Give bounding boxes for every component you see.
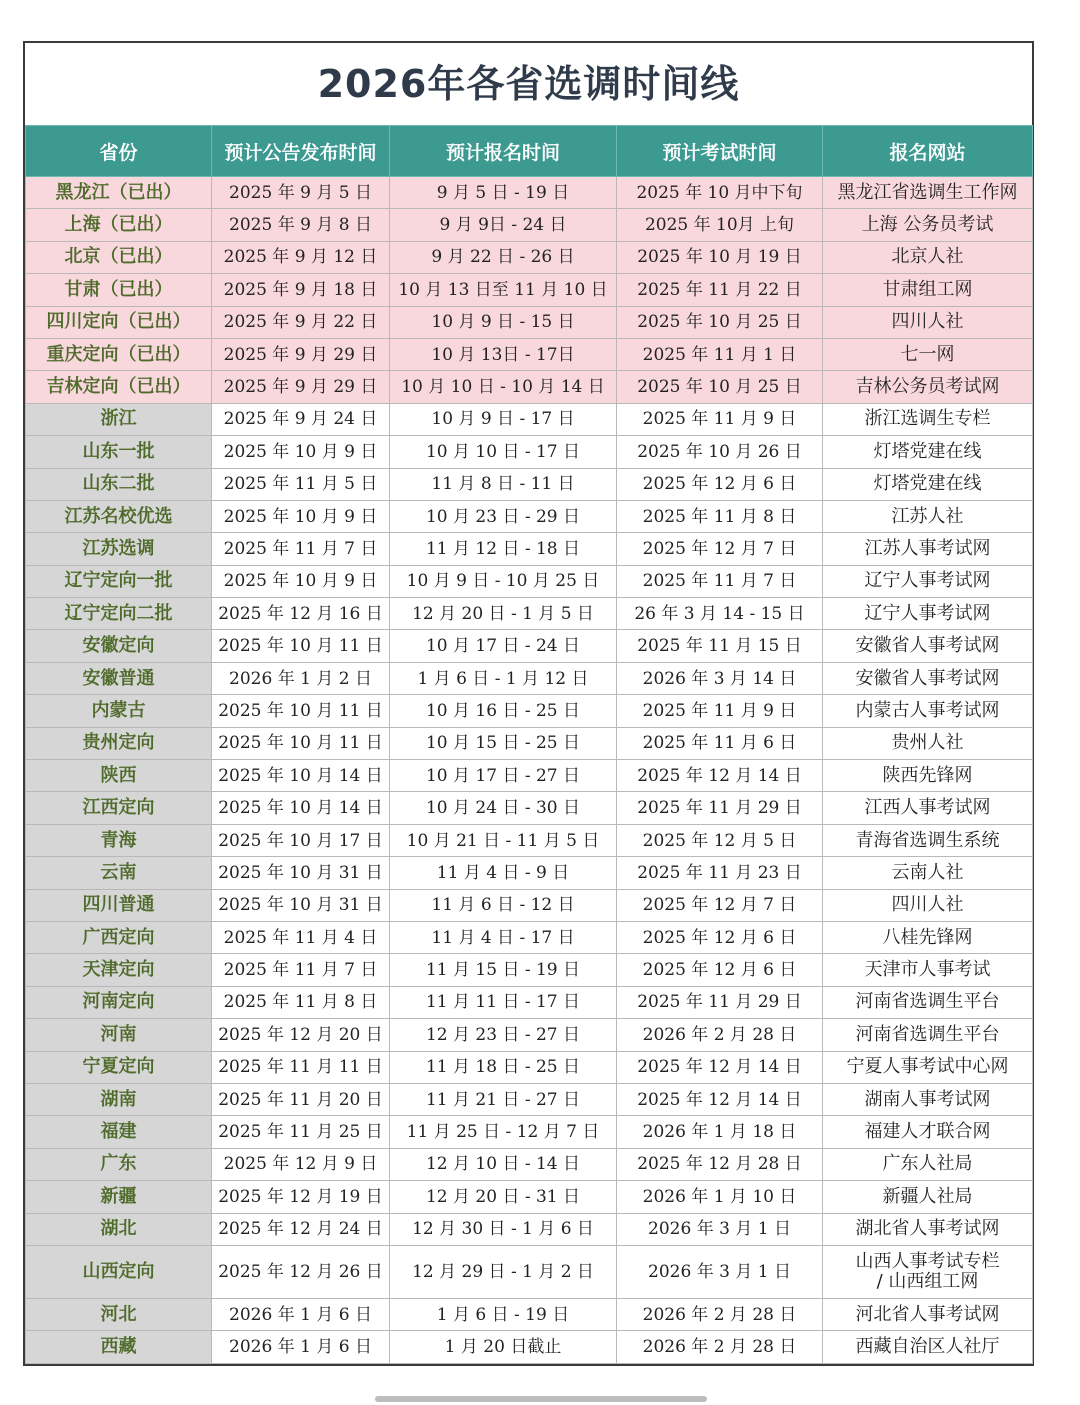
table-row (26, 921, 1033, 953)
province-cell: 河南 (26, 1019, 212, 1051)
website-cell (823, 1245, 1033, 1298)
table-row (26, 1245, 1033, 1298)
website-cell: 福建人才联合网 (823, 1116, 1033, 1148)
exam-date-cell: 2026 年 2 月 28 日 (617, 1019, 823, 1051)
table-row (26, 954, 1033, 986)
register-date-cell: 12 月 23 日 - 27 日 (390, 1019, 617, 1051)
province-cell: 安徽普通 (26, 662, 212, 694)
table-row (26, 857, 1033, 889)
province-cell: 辽宁定向二批 (26, 598, 212, 630)
table-row (26, 1331, 1033, 1363)
register-date-cell: 9 月 22 日 - 26 日 (390, 241, 617, 273)
province-cell: 四川定向（已出） (26, 306, 212, 338)
register-date-cell: 10 月 9 日 - 10 月 25 日 (390, 565, 617, 597)
website-cell: 新疆人社局 (823, 1181, 1033, 1213)
province-cell: 广西定向 (26, 921, 212, 953)
register-date-cell: 10 月 17 日 - 24 日 (390, 630, 617, 662)
province-cell: 上海（已出） (26, 209, 212, 241)
province-cell: 北京（已出） (26, 241, 212, 273)
table-row (26, 824, 1033, 856)
exam-date-cell: 2026 年 1 月 10 日 (617, 1181, 823, 1213)
register-date-cell: 1 月 20 日截止 (390, 1331, 617, 1363)
timeline-table-sheet (23, 41, 1034, 1366)
announce-date-cell: 2025 年 9 月 29 日 (212, 338, 390, 370)
exam-date-cell: 2025 年 12 月 5 日 (617, 824, 823, 856)
table-row (26, 1213, 1033, 1245)
announce-date-cell: 2025 年 10 月 11 日 (212, 695, 390, 727)
province-cell: 河南定向 (26, 986, 212, 1018)
website-cell: 宁夏人事考试中心网 (823, 1051, 1033, 1083)
province-cell: 湖南 (26, 1083, 212, 1115)
announce-date-cell: 2025 年 9 月 24 日 (212, 403, 390, 435)
exam-date-cell: 2025 年 11 月 7 日 (617, 565, 823, 597)
announce-date-cell: 2025 年 9 月 18 日 (212, 274, 390, 306)
register-date-cell: 10 月 17 日 - 27 日 (390, 760, 617, 792)
register-date-cell: 11 月 12 日 - 18 日 (390, 533, 617, 565)
home-indicator[interactable] (375, 1396, 707, 1402)
exam-date-cell: 26 年 3 月 14 - 15 日 (617, 598, 823, 630)
website-cell: 八桂先锋网 (823, 921, 1033, 953)
register-date-cell: 9 月 9日 - 24 日 (390, 209, 617, 241)
province-cell: 云南 (26, 857, 212, 889)
exam-date-cell: 2025 年 12 月 14 日 (617, 760, 823, 792)
table-row (26, 338, 1033, 370)
table-row (26, 889, 1033, 921)
exam-date-cell: 2025 年 12 月 7 日 (617, 889, 823, 921)
website-cell: 河南省选调生平台 (823, 986, 1033, 1018)
table-row (26, 565, 1033, 597)
table-row (26, 1083, 1033, 1115)
register-date-cell: 12 月 20 日 - 31 日 (390, 1181, 617, 1213)
website-line-2: / 山西组工网 (876, 1270, 979, 1292)
table-row (26, 662, 1033, 694)
table-row (26, 500, 1033, 532)
register-date-cell: 10 月 15 日 - 25 日 (390, 727, 617, 759)
website-cell: 浙江选调生专栏 (823, 403, 1033, 435)
province-cell: 贵州定向 (26, 727, 212, 759)
announce-date-cell: 2025 年 12 月 19 日 (212, 1181, 390, 1213)
exam-date-cell: 2025 年 10 月 25 日 (617, 371, 823, 403)
province-cell: 甘肃（已出） (26, 274, 212, 306)
province-cell: 四川普通 (26, 889, 212, 921)
announce-date-cell: 2025 年 11 月 7 日 (212, 533, 390, 565)
province-cell: 宁夏定向 (26, 1051, 212, 1083)
website-cell: 上海 公务员考试 (823, 209, 1033, 241)
register-date-cell: 11 月 25 日 - 12 月 7 日 (390, 1116, 617, 1148)
announce-date-cell: 2025 年 12 月 9 日 (212, 1148, 390, 1180)
exam-date-cell: 2025 年 10 月中下旬 (617, 177, 823, 209)
announce-date-cell: 2025 年 10 月 9 日 (212, 500, 390, 532)
announce-date-cell: 2025 年 10 月 31 日 (212, 857, 390, 889)
province-cell: 辽宁定向一批 (26, 565, 212, 597)
province-cell: 内蒙古 (26, 695, 212, 727)
register-date-cell: 11 月 8 日 - 11 日 (390, 468, 617, 500)
register-date-cell: 11 月 11 日 - 17 日 (390, 986, 617, 1018)
province-cell: 江苏选调 (26, 533, 212, 565)
header-register-date: 预计报名时间 (390, 126, 617, 177)
website-cell: 江苏人事考试网 (823, 533, 1033, 565)
province-cell: 广东 (26, 1148, 212, 1180)
website-cell: 河北省人事考试网 (823, 1298, 1033, 1330)
register-date-cell: 12 月 29 日 - 1 月 2 日 (390, 1245, 617, 1298)
announce-date-cell: 2025 年 10 月 11 日 (212, 727, 390, 759)
exam-date-cell: 2026 年 3 月 1 日 (617, 1245, 823, 1298)
register-date-cell: 1 月 6 日 - 1 月 12 日 (390, 662, 617, 694)
table-row (26, 306, 1033, 338)
website-cell: 甘肃组工网 (823, 274, 1033, 306)
announce-date-cell: 2025 年 11 月 20 日 (212, 1083, 390, 1115)
announce-date-cell: 2025 年 11 月 25 日 (212, 1116, 390, 1148)
announce-date-cell: 2025 年 11 月 5 日 (212, 468, 390, 500)
announce-date-cell: 2025 年 10 月 9 日 (212, 565, 390, 597)
register-date-cell: 10 月 13 日至 11 月 10 日 (390, 274, 617, 306)
table-row (26, 1181, 1033, 1213)
website-cell: 灯塔党建在线 (823, 436, 1033, 468)
table-row (26, 986, 1033, 1018)
province-cell: 吉林定向（已出） (26, 371, 212, 403)
exam-date-cell: 2025 年 11 月 29 日 (617, 792, 823, 824)
website-cell: 黑龙江省选调生工作网 (823, 177, 1033, 209)
announce-date-cell: 2025 年 9 月 12 日 (212, 241, 390, 273)
announce-date-cell: 2025 年 11 月 7 日 (212, 954, 390, 986)
exam-date-cell: 2025 年 11 月 15 日 (617, 630, 823, 662)
website-cell: 安徽省人事考试网 (823, 630, 1033, 662)
exam-date-cell: 2025 年 11 月 9 日 (617, 403, 823, 435)
register-date-cell: 12 月 30 日 - 1 月 6 日 (390, 1213, 617, 1245)
table-row (26, 760, 1033, 792)
register-date-cell: 9 月 5 日 - 19 日 (390, 177, 617, 209)
table-row (26, 1298, 1033, 1330)
register-date-cell: 10 月 16 日 - 25 日 (390, 695, 617, 727)
announce-date-cell: 2025 年 10 月 14 日 (212, 760, 390, 792)
register-date-cell: 11 月 18 日 - 25 日 (390, 1051, 617, 1083)
website-cell: 天津市人事考试 (823, 954, 1033, 986)
website-cell: 四川人社 (823, 889, 1033, 921)
register-date-cell: 11 月 4 日 - 17 日 (390, 921, 617, 953)
province-cell: 湖北 (26, 1213, 212, 1245)
province-cell: 山东二批 (26, 468, 212, 500)
exam-date-cell: 2025 年 11 月 6 日 (617, 727, 823, 759)
table-row (26, 274, 1033, 306)
announce-date-cell: 2025 年 10 月 9 日 (212, 436, 390, 468)
province-cell: 安徽定向 (26, 630, 212, 662)
exam-date-cell: 2025 年 11 月 23 日 (617, 857, 823, 889)
register-date-cell: 11 月 21 日 - 27 日 (390, 1083, 617, 1115)
province-cell: 山东一批 (26, 436, 212, 468)
register-date-cell: 10 月 24 日 - 30 日 (390, 792, 617, 824)
website-cell: 吉林公务员考试网 (823, 371, 1033, 403)
table-row (26, 1051, 1033, 1083)
province-cell: 黑龙江（已出） (26, 177, 212, 209)
table-row (26, 1148, 1033, 1180)
announce-date-cell: 2025 年 11 月 4 日 (212, 921, 390, 953)
table-row (26, 371, 1033, 403)
register-date-cell: 10 月 9 日 - 17 日 (390, 403, 617, 435)
exam-date-cell: 2025 年 11 月 1 日 (617, 338, 823, 370)
exam-date-cell: 2026 年 1 月 18 日 (617, 1116, 823, 1148)
timeline-table (25, 125, 1033, 1364)
province-cell: 青海 (26, 824, 212, 856)
website-cell: 青海省选调生系统 (823, 824, 1033, 856)
register-date-cell: 10 月 21 日 - 11 月 5 日 (390, 824, 617, 856)
exam-date-cell: 2025 年 10月 上旬 (617, 209, 823, 241)
announce-date-cell: 2025 年 9 月 29 日 (212, 371, 390, 403)
website-cell: 江苏人社 (823, 500, 1033, 532)
province-cell: 江西定向 (26, 792, 212, 824)
table-row (26, 598, 1033, 630)
exam-date-cell: 2025 年 12 月 28 日 (617, 1148, 823, 1180)
announce-date-cell: 2025 年 12 月 20 日 (212, 1019, 390, 1051)
website-cell: 灯塔党建在线 (823, 468, 1033, 500)
table-row (26, 727, 1033, 759)
announce-date-cell: 2025 年 10 月 31 日 (212, 889, 390, 921)
register-date-cell: 12 月 10 日 - 14 日 (390, 1148, 617, 1180)
website-cell: 北京人社 (823, 241, 1033, 273)
table-row (26, 695, 1033, 727)
exam-date-cell: 2026 年 2 月 28 日 (617, 1331, 823, 1363)
table-header-row (26, 126, 1033, 177)
exam-date-cell: 2025 年 10 月 25 日 (617, 306, 823, 338)
website-cell: 河南省选调生平台 (823, 1019, 1033, 1051)
table-row (26, 209, 1033, 241)
header-province: 省份 (26, 126, 212, 177)
page-title: 2026年各省选调时间线 (317, 62, 740, 106)
register-date-cell: 10 月 10 日 - 17 日 (390, 436, 617, 468)
announce-date-cell: 2026 年 1 月 6 日 (212, 1298, 390, 1330)
website-cell: 湖北省人事考试网 (823, 1213, 1033, 1245)
website-cell: 广东人社局 (823, 1148, 1033, 1180)
register-date-cell: 10 月 10 日 - 10 月 14 日 (390, 371, 617, 403)
website-cell: 云南人社 (823, 857, 1033, 889)
province-cell: 江苏名校优选 (26, 500, 212, 532)
table-row (26, 241, 1033, 273)
province-cell: 重庆定向（已出） (26, 338, 212, 370)
province-cell: 陕西 (26, 760, 212, 792)
table-row (26, 630, 1033, 662)
announce-date-cell: 2026 年 1 月 6 日 (212, 1331, 390, 1363)
register-date-cell: 11 月 4 日 - 9 日 (390, 857, 617, 889)
announce-date-cell: 2025 年 11 月 11 日 (212, 1051, 390, 1083)
website-cell: 陕西先锋网 (823, 760, 1033, 792)
register-date-cell: 10 月 23 日 - 29 日 (390, 500, 617, 532)
exam-date-cell: 2025 年 11 月 9 日 (617, 695, 823, 727)
table-row (26, 403, 1033, 435)
website-cell: 湖南人事考试网 (823, 1083, 1033, 1115)
website-cell: 西藏自治区人社厅 (823, 1331, 1033, 1363)
register-date-cell: 11 月 15 日 - 19 日 (390, 954, 617, 986)
announce-date-cell: 2025 年 10 月 14 日 (212, 792, 390, 824)
table-row (26, 1116, 1033, 1148)
website-cell: 辽宁人事考试网 (823, 598, 1033, 630)
announce-date-cell: 2025 年 10 月 11 日 (212, 630, 390, 662)
register-date-cell: 12 月 20 日 - 1 月 5 日 (390, 598, 617, 630)
register-date-cell: 10 月 13日 - 17日 (390, 338, 617, 370)
exam-date-cell: 2026 年 2 月 28 日 (617, 1298, 823, 1330)
announce-date-cell: 2026 年 1 月 2 日 (212, 662, 390, 694)
table-row (26, 436, 1033, 468)
exam-date-cell: 2025 年 10 月 26 日 (617, 436, 823, 468)
exam-date-cell: 2026 年 3 月 14 日 (617, 662, 823, 694)
province-cell: 山西定向 (26, 1245, 212, 1298)
exam-date-cell: 2025 年 12 月 14 日 (617, 1083, 823, 1115)
exam-date-cell: 2025 年 11 月 29 日 (617, 986, 823, 1018)
exam-date-cell: 2025 年 12 月 7 日 (617, 533, 823, 565)
announce-date-cell: 2025 年 9 月 8 日 (212, 209, 390, 241)
province-cell: 西藏 (26, 1331, 212, 1363)
website-cell: 安徽省人事考试网 (823, 662, 1033, 694)
announce-date-cell: 2025 年 9 月 5 日 (212, 177, 390, 209)
exam-date-cell: 2025 年 11 月 22 日 (617, 274, 823, 306)
table-row (26, 468, 1033, 500)
website-cell: 江西人事考试网 (823, 792, 1033, 824)
province-cell: 新疆 (26, 1181, 212, 1213)
announce-date-cell: 2025 年 12 月 26 日 (212, 1245, 390, 1298)
announce-date-cell: 2025 年 11 月 8 日 (212, 986, 390, 1018)
exam-date-cell: 2025 年 12 月 14 日 (617, 1051, 823, 1083)
table-row (26, 177, 1033, 209)
header-announce-date: 预计公告发布时间 (212, 126, 390, 177)
exam-date-cell: 2026 年 3 月 1 日 (617, 1213, 823, 1245)
announce-date-cell: 2025 年 12 月 24 日 (212, 1213, 390, 1245)
table-row (26, 792, 1033, 824)
province-cell: 河北 (26, 1298, 212, 1330)
table-row (26, 533, 1033, 565)
announce-date-cell: 2025 年 12 月 16 日 (212, 598, 390, 630)
exam-date-cell: 2025 年 12 月 6 日 (617, 954, 823, 986)
website-cell: 四川人社 (823, 306, 1033, 338)
website-cell: 贵州人社 (823, 727, 1033, 759)
exam-date-cell: 2025 年 12 月 6 日 (617, 921, 823, 953)
register-date-cell: 1 月 6 日 - 19 日 (390, 1298, 617, 1330)
table-row (26, 1019, 1033, 1051)
header-website: 报名网站 (823, 126, 1033, 177)
exam-date-cell: 2025 年 11 月 8 日 (617, 500, 823, 532)
announce-date-cell: 2025 年 9 月 22 日 (212, 306, 390, 338)
province-cell: 浙江 (26, 403, 212, 435)
website-line-1: 山西人事考试专栏 (855, 1250, 1000, 1272)
announce-date-cell: 2025 年 10 月 17 日 (212, 824, 390, 856)
register-date-cell: 10 月 9 日 - 15 日 (390, 306, 617, 338)
province-cell: 天津定向 (26, 954, 212, 986)
website-cell: 辽宁人事考试网 (823, 565, 1033, 597)
register-date-cell: 11 月 6 日 - 12 日 (390, 889, 617, 921)
exam-date-cell: 2025 年 10 月 19 日 (617, 241, 823, 273)
website-cell: 七一网 (823, 338, 1033, 370)
exam-date-cell: 2025 年 12 月 6 日 (617, 468, 823, 500)
province-cell: 福建 (26, 1116, 212, 1148)
website-cell: 内蒙古人事考试网 (823, 695, 1033, 727)
table-body (26, 177, 1033, 1364)
header-exam-date: 预计考试时间 (617, 126, 823, 177)
